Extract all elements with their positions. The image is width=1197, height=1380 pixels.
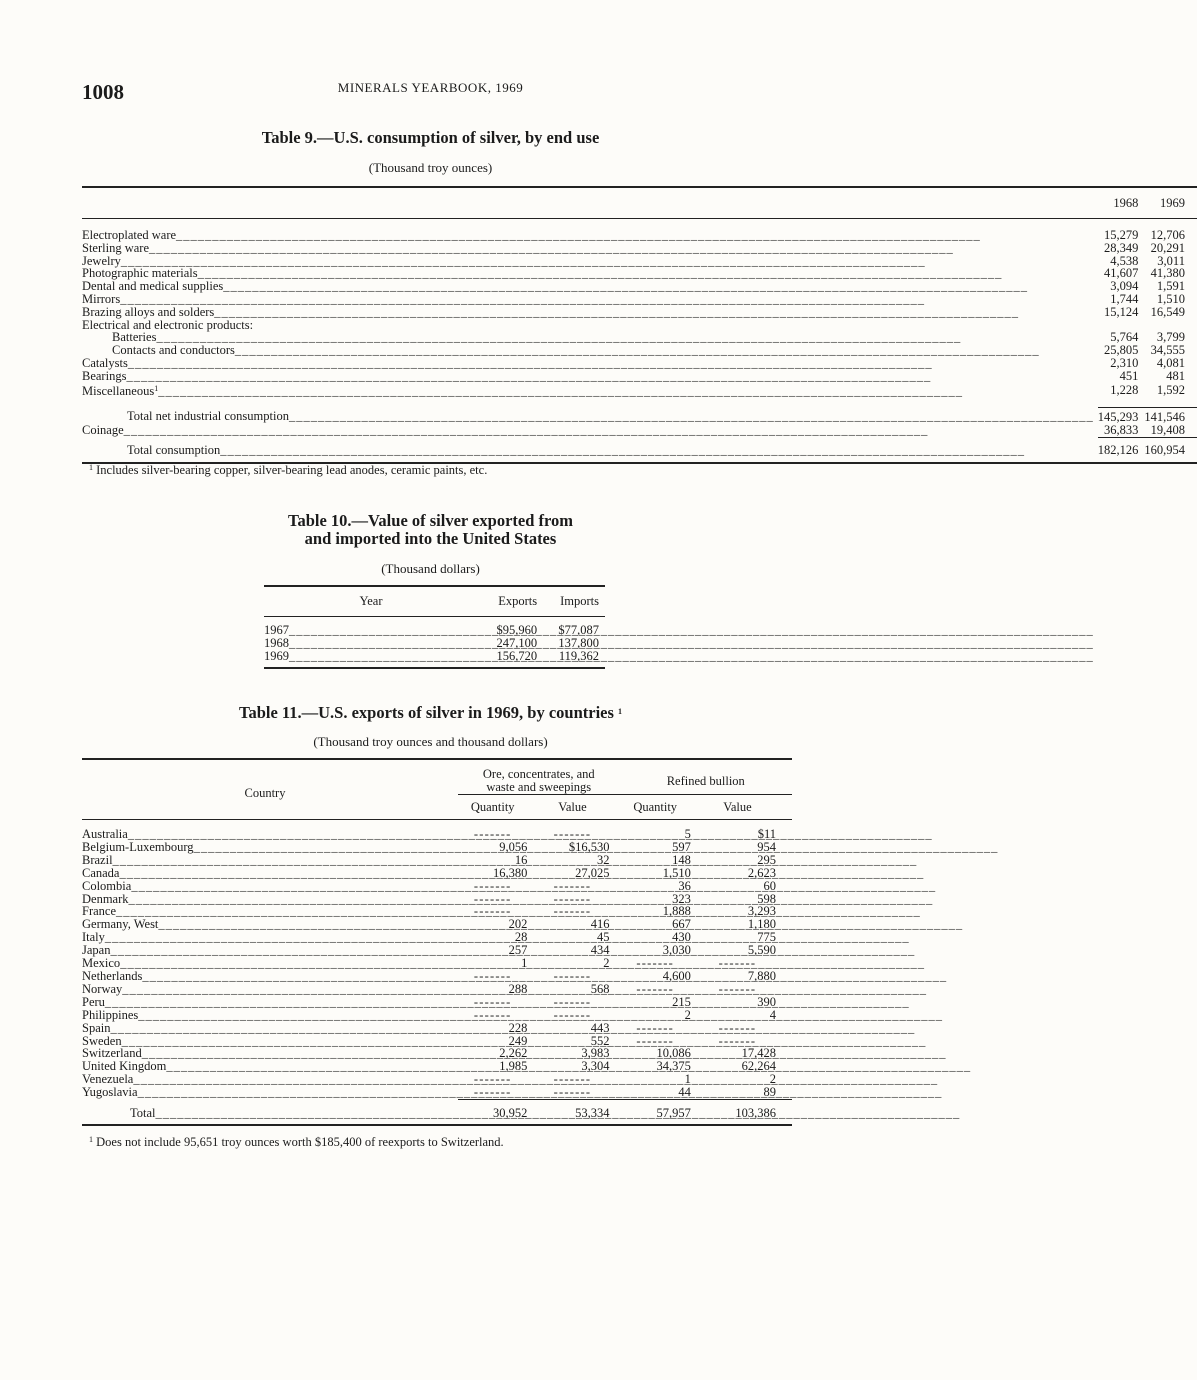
table11-row-ore-v: ------- xyxy=(553,904,592,919)
table10-year: 1967 xyxy=(264,623,289,637)
table11-row-bul-q: 597 xyxy=(672,839,691,854)
table9-coinage-row-1969: 19,408 xyxy=(1150,423,1185,438)
table9-header-blank xyxy=(82,187,1098,219)
table11-row-ore-v: 443 xyxy=(590,1020,610,1035)
table11-row-country-text: Mexico xyxy=(82,956,121,971)
table11-row-country-text: Denmark xyxy=(82,891,129,906)
table9-coinage-row xyxy=(82,424,1197,437)
table9-total-industrial-1968: 145,293 xyxy=(1098,408,1145,424)
table9-row-1969: 12,706 xyxy=(1150,228,1185,242)
table9-row-label xyxy=(82,242,1098,255)
table11-row-bul-q: 1,888 xyxy=(662,904,691,919)
table11-row-ore-v: 45 xyxy=(597,930,610,945)
table9-total-row-label-text: Total consumption xyxy=(127,442,221,457)
table10-col-exports: Exports xyxy=(478,586,543,617)
table11-row-ore-q: ------- xyxy=(473,827,512,841)
table11-row-ore-v: 27,025 xyxy=(575,865,610,880)
table11-col-bullion-quantity: Quantity xyxy=(620,795,699,820)
table11-row-ore-q: 9,056 xyxy=(499,839,528,854)
table11-row-ore-v: ------- xyxy=(553,1072,592,1087)
footnote-marker: 1 xyxy=(618,707,623,716)
table9-row-label-text: Electrical and electronic products: xyxy=(82,317,254,332)
table9-row-1969: 1,592 xyxy=(1156,382,1185,397)
table10-imports: 137,800 xyxy=(558,635,599,650)
table9-row-1968: 3,094 xyxy=(1110,279,1139,294)
table11-total-row xyxy=(82,1100,792,1125)
table11-row xyxy=(82,983,792,996)
table11-row-bul-q: 323 xyxy=(672,891,691,906)
table11-row-country-text: United Kingdom xyxy=(82,1059,167,1074)
table10-row xyxy=(264,617,605,637)
table11-row-ore-q: ------- xyxy=(473,1072,512,1087)
table9-row-1968: 28,349 xyxy=(1103,240,1139,255)
table11-row xyxy=(82,880,792,893)
table9-row-label xyxy=(82,293,1098,306)
table11-row-bul-v: 17,428 xyxy=(741,1046,776,1061)
table11-row-country-text: Italy xyxy=(82,930,105,945)
table9-title: Table 9.—U.S. consumption of silver, by end use xyxy=(261,128,600,147)
table11-row-country xyxy=(82,1086,458,1099)
table9-row-1969: 4,081 xyxy=(1156,355,1185,370)
table11-row-country-text: Peru xyxy=(82,994,105,1009)
table11-row-country xyxy=(82,996,458,1009)
table9-row-label-text: Contacts and conductors xyxy=(112,343,235,358)
table11-row-country xyxy=(82,970,458,983)
table11-row-country-text: Sweden xyxy=(82,1033,122,1048)
table9-row-label-text: Catalysts xyxy=(82,355,128,370)
table11-row-ore-q: 257 xyxy=(508,943,528,958)
table9-body xyxy=(82,219,1197,463)
table9-row-label xyxy=(82,229,1098,242)
table11-row-country-text: Belgium-Luxembourg xyxy=(82,839,194,854)
table11-col-bullion-value: Value xyxy=(699,795,792,820)
table11-row-ore-q: ------- xyxy=(473,891,512,906)
table9-row xyxy=(82,383,1197,398)
table9-footnote xyxy=(89,463,487,478)
table9 xyxy=(82,186,1197,464)
table10-exports: $95,960 xyxy=(496,623,538,637)
table11-row-ore-q: ------- xyxy=(473,968,512,983)
table11-row-ore-q: 2,262 xyxy=(499,1046,528,1061)
table11-row xyxy=(82,1086,792,1099)
table11-row xyxy=(82,867,792,880)
table11-row-bul-q: 4,600 xyxy=(662,968,691,983)
table10-row xyxy=(264,637,605,650)
table11-row-ore-q: 1,985 xyxy=(499,1059,528,1074)
table11-row-bul-q: 5 xyxy=(684,827,691,841)
table11-group-bullion: Refined bullion xyxy=(620,759,793,795)
table11-row-country-text: Yugoslavia xyxy=(82,1085,138,1100)
table11-row-ore-q: ------- xyxy=(473,994,512,1009)
table10-year-cell xyxy=(264,650,478,669)
table11-row-bul-q: ------- xyxy=(636,1020,674,1035)
table10 xyxy=(264,585,605,669)
table9-row-1969: 3,011 xyxy=(1157,253,1185,268)
table9-row-label xyxy=(82,357,1098,370)
table11-row-country-text: Norway xyxy=(82,981,123,996)
table11-row-country-text: Venezuela xyxy=(82,1072,134,1087)
table11-row-ore-q: 16,380 xyxy=(493,865,528,880)
table11-row-country xyxy=(82,854,458,867)
table11-row-country-text: Spain xyxy=(82,1020,111,1035)
table11-body xyxy=(82,820,792,1125)
table11-total-row-ore-q: 30,952 xyxy=(458,1100,535,1125)
table9-footnote-text: Includes silver-bearing copper, silver-bearing lead anodes, ceramic paints, etc. xyxy=(96,463,488,477)
table11-row xyxy=(82,854,792,867)
table11-row-ore-v: ------- xyxy=(553,994,592,1009)
table11-row-ore-v: ------- xyxy=(553,891,592,906)
table11-row-country xyxy=(82,867,458,880)
table11-row-country xyxy=(82,1009,458,1022)
table11-row-ore-q: 28 xyxy=(514,930,528,945)
table10-year: 1969 xyxy=(264,648,289,663)
table11-row-bul-q: ------- xyxy=(636,956,674,971)
table11-row xyxy=(82,996,792,1009)
table11-row-bul-v: 295 xyxy=(757,852,776,867)
table11-group-ore-line2: waste and sweepings xyxy=(486,780,592,794)
table9-row-1968: 5,764 xyxy=(1110,330,1139,345)
table9-row-1969: 1,591 xyxy=(1156,279,1185,294)
table9-row-1969: 16,549 xyxy=(1150,304,1185,319)
table9-row-1969: 41,380 xyxy=(1150,266,1185,281)
table11-row-bul-v: 2,623 xyxy=(747,865,776,880)
table11-row-ore-v: ------- xyxy=(553,1007,592,1022)
table11-row-bul-v: ------- xyxy=(718,981,757,996)
table11-row-country-text: Japan xyxy=(82,943,111,958)
table11-row-country xyxy=(82,983,458,996)
table11-row-bul-q: 34,375 xyxy=(656,1059,691,1074)
table9-row xyxy=(82,293,1197,306)
table9-row-label-text: Sterling ware xyxy=(82,240,149,255)
table11-row-country-text: Switzerland xyxy=(82,1046,142,1061)
table9-total-industrial-label xyxy=(82,408,1098,424)
table11-row-bul-q: 36 xyxy=(678,878,691,893)
table9-row-1969: 3,799 xyxy=(1156,330,1185,345)
table11-row xyxy=(82,1022,792,1035)
table9-total-industrial-label-text: Total net industrial consumption xyxy=(127,408,289,423)
table10-col-imports: Imports xyxy=(543,586,605,617)
table11-row-ore-v: 416 xyxy=(590,917,610,932)
table10-title-line2: and imported into the United States xyxy=(304,529,557,548)
table11-row-bul-q: 1 xyxy=(684,1072,691,1087)
table9-row xyxy=(82,229,1197,242)
table9-row-1969: 1,510 xyxy=(1156,291,1185,306)
table11-row-country xyxy=(82,820,458,841)
table9-row-label-text: Dental and medical supplies xyxy=(82,279,224,294)
table11-row-ore-q: 202 xyxy=(508,917,528,932)
table10-body xyxy=(264,617,605,669)
table11-title xyxy=(0,703,861,722)
table9-row-1969: 20,291 xyxy=(1150,240,1185,255)
table11-row-ore-q: 249 xyxy=(508,1033,528,1048)
table11-row-bul-q: 44 xyxy=(678,1085,691,1100)
table9-row-1968: 4,538 xyxy=(1110,253,1139,268)
table9-row-1969: 481 xyxy=(1166,368,1185,383)
table9-total-industrial-1969: 141,546 xyxy=(1144,408,1197,424)
table11-row-ore-q: ------- xyxy=(473,1007,512,1022)
table11-total-row-bul-v: 103,386 xyxy=(699,1100,792,1125)
table11-col-ore-quantity: Quantity xyxy=(458,795,535,820)
table11-group-ore-line1: Ore, concentrates, and xyxy=(482,767,595,781)
table11-row-ore-v: 3,983 xyxy=(581,1046,610,1061)
table11-row-bul-v: ------- xyxy=(718,1020,757,1035)
table11-row xyxy=(82,970,792,983)
page-number: 1008 xyxy=(82,80,124,104)
table11-row-bul-v: 1,180 xyxy=(747,917,776,932)
table11-row-ore-q: 16 xyxy=(514,852,528,867)
table9-coinage-row-1968: 36,833 xyxy=(1103,423,1139,438)
table9-row xyxy=(82,370,1197,383)
table11-row-country xyxy=(82,841,458,854)
table9-row-label xyxy=(82,370,1098,383)
table11-row-ore-v: ------- xyxy=(553,827,592,841)
table11-row-country xyxy=(82,1073,458,1086)
table11-row-country-text: Australia xyxy=(82,827,128,841)
table11-row-ore-v: 3,304 xyxy=(581,1059,610,1074)
table11-row-bul-v: 7,880 xyxy=(747,968,776,983)
table11-row-bul-q: 215 xyxy=(672,994,691,1009)
table11-row-country-text: Brazil xyxy=(82,852,113,867)
table9-row-1968: 15,124 xyxy=(1103,304,1139,319)
table9-subtitle: (Thousand troy ounces) xyxy=(368,160,493,175)
table11 xyxy=(82,758,792,1126)
table11-row-ore-q: ------- xyxy=(473,904,512,919)
table9-row-label-text: Miscellaneous xyxy=(82,383,155,398)
table11-row-country-text: Philippines xyxy=(82,1007,139,1022)
table9-total-row xyxy=(82,437,1197,462)
table11-row xyxy=(82,820,792,841)
table9-row xyxy=(82,242,1197,255)
table9-row-label-text: Jewelry xyxy=(82,253,121,268)
table9-row-1968: 451 xyxy=(1119,368,1139,383)
table11-row-bul-q: ------- xyxy=(636,981,674,996)
table10-year-cell xyxy=(264,637,478,650)
table11-row-bul-v: 598 xyxy=(757,891,776,906)
table9-row-label-text: Brazing alloys and solders xyxy=(82,304,215,319)
table10-col-year: Year xyxy=(264,586,478,617)
table9-row-label-text: Bearings xyxy=(82,368,127,383)
table11-title-text: Table 11.—U.S. exports of silver in 1969, by countries xyxy=(238,703,614,722)
table10-imports: 119,362 xyxy=(543,650,605,669)
table11-row-bul-v: 2 xyxy=(769,1072,776,1087)
table9-coinage-row-label-text: Coinage xyxy=(82,423,124,438)
table11-row-bul-q: 1,510 xyxy=(662,865,691,880)
table11-col-country: Country xyxy=(82,759,458,820)
table11-row-country-text: France xyxy=(82,904,117,919)
table11-row-ore-q: 228 xyxy=(508,1020,528,1035)
table10-title xyxy=(0,512,861,548)
table11-row-bul-v: 62,264 xyxy=(741,1059,776,1074)
table11-subtitle: (Thousand troy ounces and thousand dollars) xyxy=(313,734,548,749)
table11-row-bul-v: $11 xyxy=(757,827,776,841)
table9-row-label-text: Mirrors xyxy=(82,291,121,306)
table11-row-ore-v: ------- xyxy=(553,1085,592,1100)
table11-row-country-text: Germany, West xyxy=(82,917,159,932)
table9-total-row-1968: 182,126 xyxy=(1098,437,1145,462)
table9-total-row-label xyxy=(82,437,1098,462)
table11-row-ore-v: ------- xyxy=(553,968,592,983)
table11-row-ore-v: $16,530 xyxy=(568,839,610,854)
table11-row-bul-q: 2 xyxy=(684,1007,691,1022)
table11-row-ore-v: ------- xyxy=(553,878,592,893)
table11-footnote-text: Does not include 95,651 troy ounces worth $185,400 of reexports to Switzerland. xyxy=(96,1135,504,1149)
footnote-marker: 1 xyxy=(89,463,93,472)
table10-exports: 247,100 xyxy=(496,635,538,650)
table11-row-bul-v: 89 xyxy=(763,1085,776,1100)
table11-row-ore-q: 288 xyxy=(508,981,528,996)
table10-year-cell xyxy=(264,617,478,637)
table11-row-country-text: Netherlands xyxy=(82,968,143,983)
table9-row xyxy=(82,357,1197,370)
table11-row-country-text: Colombia xyxy=(82,878,132,893)
table11-row-bul-q: 430 xyxy=(672,930,691,945)
table11-row-country xyxy=(82,1022,458,1035)
table9-row-1968: 25,805 xyxy=(1103,343,1139,358)
table11-row-bul-v: 775 xyxy=(757,930,776,945)
table11-row-ore-v: 434 xyxy=(590,943,610,958)
table9-col-1968: 1968 xyxy=(1098,187,1145,219)
table9-row-1969: 34,555 xyxy=(1150,343,1185,358)
table10-subtitle: (Thousand dollars) xyxy=(381,561,480,576)
table9-row-label xyxy=(82,383,1098,398)
table11-row-ore-q: ------- xyxy=(473,1085,512,1100)
table11-total-row-country xyxy=(82,1100,458,1125)
table11-row-bul-v: 60 xyxy=(763,878,776,893)
table9-row-label-text: Batteries xyxy=(112,330,157,345)
table11-row xyxy=(82,1009,792,1022)
table9-coinage-row-label xyxy=(82,424,1098,437)
table9-row-1968: 2,310 xyxy=(1110,355,1139,370)
table10-year: 1968 xyxy=(264,635,289,650)
table11-row-bul-v: 4 xyxy=(769,1007,776,1022)
table11-total-row-country-text: Total xyxy=(130,1105,156,1120)
table11-row-bul-q: 10,086 xyxy=(656,1046,691,1061)
table11-row-ore-v: 568 xyxy=(590,981,610,996)
table11-row xyxy=(82,841,792,854)
table11-row-bul-v: ------- xyxy=(718,1033,757,1048)
table11-row-bul-q: 148 xyxy=(672,852,691,867)
table10-title-line1: Table 10.—Value of silver exported from xyxy=(287,511,574,530)
table11-row-bul-v: 3,293 xyxy=(747,904,776,919)
table9-row-label-text: Electroplated ware xyxy=(82,228,177,242)
table9-total-row-1969: 160,954 xyxy=(1144,437,1197,462)
table11-row-ore-q: ------- xyxy=(473,878,512,893)
table11-total-row-bul-q: 57,957 xyxy=(620,1100,699,1125)
table11-total-row-ore-v: 53,334 xyxy=(535,1100,619,1125)
table9-row-1968: 15,279 xyxy=(1103,228,1139,242)
table9-row-1968: 1,744 xyxy=(1110,291,1139,306)
table9-total-industrial xyxy=(82,408,1197,424)
table11-row-bul-v: 5,590 xyxy=(747,943,776,958)
table11-row-ore-v: 32 xyxy=(597,852,610,867)
table9-row-label-text: Photographic materials xyxy=(82,266,198,281)
table9-row-1968: 1,228 xyxy=(1110,382,1139,397)
table11-footnote xyxy=(89,1135,504,1150)
table11-row-ore-q: 1 xyxy=(521,956,528,971)
table11-row-bul-q: ------- xyxy=(636,1033,674,1048)
table11-row-bul-v: 390 xyxy=(757,994,776,1009)
table11-row-ore-v: 2 xyxy=(603,956,610,971)
table10-row xyxy=(264,650,605,669)
table11-row-bul-q: 667 xyxy=(672,917,691,932)
footnote-marker: 1 xyxy=(89,1135,93,1144)
table11-row-bul-q: 3,030 xyxy=(662,943,691,958)
table10-exports: 156,720 xyxy=(478,650,543,669)
table10-imports: $77,087 xyxy=(558,623,599,637)
running-head: MINERALS YEARBOOK, 1969 xyxy=(337,80,524,95)
table11-row-ore-v: 552 xyxy=(590,1033,610,1048)
table11-row-country-text: Canada xyxy=(82,865,120,880)
footnote-marker: 1 xyxy=(154,383,159,393)
table11-row-bul-v: ------- xyxy=(718,956,757,971)
table11-row-bul-v: 954 xyxy=(757,839,776,854)
table11-col-ore-value: Value xyxy=(535,795,619,820)
table9-row-1968: 41,607 xyxy=(1103,266,1139,281)
table11-row-country xyxy=(82,880,458,893)
table9-col-1969: 1969 xyxy=(1144,187,1197,219)
table11-group-ore xyxy=(458,759,620,795)
